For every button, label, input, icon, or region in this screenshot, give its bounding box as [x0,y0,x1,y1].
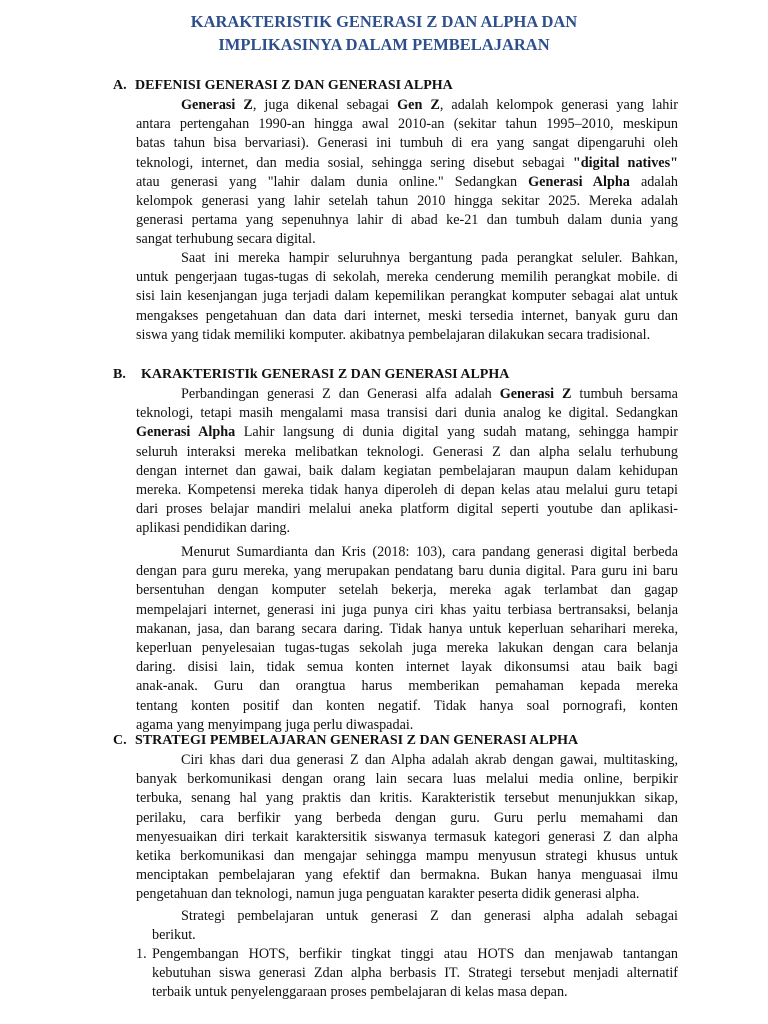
text-run: ketika berkomunikasi dan mengajar sehingga mampu menyusun strategi khusus untuk [136,848,678,864]
text-run: Lahir langsung di dunia digital yang sudah matang, sehingga hampir [235,424,678,441]
section-letter: B. [113,367,126,382]
text-line [136,463,678,480]
text-line [136,621,678,638]
text-run: Menurut Sumardianta dan Kris (2018: 103), cara pandang generasi digital berbeda [181,544,678,560]
text-run: atau generasi yang "lahir dalam dunia online." Sedangkan [136,173,529,190]
text-run: mereka. Kompetensi mereka tidak hanya diperoleh di depan kelas atau melalui guru tetapi [136,482,678,498]
text-run: dari proses belajar mandiri melalui aneka platform digital seperti youtube dan aplikasi- [136,501,678,518]
document-title-line-2: IMPLIKASINYA DALAM PEMBELAJARAN [218,35,550,54]
text-run: kelompok generasi yang lahir setelah tahun 2010 hingga sekitar 2025. Mereka adalah [136,193,678,209]
section-letter: C. [113,733,127,748]
text-run: mengakses pengetahuan dan data dari internet, meski tersedia internet, banyak guru dan [136,307,678,324]
text-run: pengetahuan dan teknologi, namun juga penguatan karakter peserta didik generasi alpha. [136,886,640,903]
bold-term: Generasi Alpha [528,173,630,190]
section-c-heading [113,733,578,749]
list-item-text: Pengembangan HOTS, berfikir tingkat tinggi atau HOTS dan menjawab tantangan [152,946,678,962]
text-line [136,771,678,788]
text-run: generasi pertama yang sepenuhnya lahir di abad ke-21 dan tumbuh dalam dunia yang [136,212,678,229]
text-run: menyesuaikan diri terkait karaktersitik siswanya termasuk kategori generasi Z dan alpha [136,828,678,845]
text-line [136,193,678,210]
text-run: keperluan penyelesaian tugas-tugas sekolah juga mereka lakukan dengan cara belanja [136,640,678,656]
section-title: KARAKTERISTIk GENERASI Z DAN GENERASI ALPHA [141,367,510,382]
text-run: untuk pengerjaan tugas-tugas di sekolah, mereka cenderung memilih perangkat mobile. di [136,269,678,286]
list-item-text: terbaik untuk penyelenggaraan proses pembelajaran di kelas masa depan. [152,984,568,1001]
text-line [136,155,678,172]
list-number: 1. [136,946,147,962]
text-run: perilaku, cara berfikir yang berbeda dengan guru. Guru perlu memahami dan [136,809,678,826]
text-run: aplikasi pendidikan daring. [136,520,291,537]
text-line [136,790,678,807]
text-line [152,927,196,944]
text-run: Strategi pembelajaran untuk generasi Z dan generasi alpha adalah sebagai [181,908,678,924]
text-line [136,482,678,499]
section-b-heading [113,367,509,383]
text-run: bersentuhan dengan komputer setelah bekerja, mereka agak terlambat dan gagap [136,582,678,599]
text-run: tumbuh bersama [571,386,678,402]
text-line [136,212,678,229]
text-line [136,848,678,865]
text-run: dengan para guru mereka, yang merupakan pendatang baru dunia digital. Para guru ini baru [136,563,678,580]
text-run: dengan internet dan gawai, baik dalam kegiatan pembelajaran maupun dalam kehidupan [136,462,678,479]
text-line [136,501,678,518]
text-run: anak-anak. Guru dan orangtua harus memberikan pemahaman kepada mereka [136,678,678,695]
text-run: teknologi, tetapi masih mengalami masa transisi dari dunia analog ke digital. Sedangkan [136,405,678,422]
text-line [136,308,678,325]
text-line [136,717,413,734]
text-line [136,520,290,537]
bold-term: Generasi Z [499,386,572,402]
text-line [136,659,678,676]
section-letter: A. [113,78,127,93]
bold-term: Generasi Z [181,97,253,113]
text-run: Ciri khas dari dua generasi Z dan Alpha adalah akrab dengan gawai, multitasking, [181,752,678,768]
text-run: adalah [629,173,678,190]
text-line [136,405,678,422]
text-run: batas tahun bisa bervariasi). Generasi ini tumbuh di era yang sangat dipengaruhi oleh [136,135,678,152]
text-line [136,424,678,441]
text-line [136,582,678,599]
text-line [136,886,639,903]
text-run: banyak berkomunikasi dengan orang lain secara luas melalui media online, berpikir [136,771,678,788]
list-item-text: kebutuhan siswa generasi Zdan alpha berbasis IT. Strategi tersebut menjadi alternatif [152,965,678,982]
text-line [136,563,678,580]
text-line [136,640,678,657]
text-run: seluruh interaksi mereka melibatkan teknologi. Generasi Z dan alpha selalu terhubung [136,443,678,460]
text-line [136,602,678,619]
text-line [181,97,678,114]
bold-term: Gen Z [397,97,440,113]
text-line [181,752,678,769]
text-run: , adalah kelompok generasi yang lahir [439,97,679,113]
text-line [136,174,678,191]
text-run: makanan, jasa, dan barang secara daring. Tidak hanya untuk keperluan seharihari mereka, [136,620,678,637]
text-line [136,327,650,344]
text-line [136,810,678,827]
text-line [136,231,316,248]
text-line [181,908,678,925]
text-line [136,269,678,286]
document-title-line-1: KARAKTERISTIK GENERASI Z DAN ALPHA DAN [190,12,578,31]
section-title: DEFENISI GENERASI Z DAN GENERASI ALPHA [135,78,453,93]
text-line [136,116,678,133]
bold-term: "digital natives" [572,154,678,171]
text-line [136,288,678,305]
text-line [181,544,678,561]
text-run: sisi lain kesenjangan juga terjadi dalam kepemilikan perangkat komputer sebagai alat untuk [136,288,678,305]
text-line [136,829,678,846]
section-a-heading [113,78,453,94]
text-run: mempelajari internet, generasi ini juga punya ciri khas yaitu terbiasa bertransaksi, belanja [136,601,678,618]
bold-term: Generasi Alpha [136,424,236,441]
text-run: Saat ini mereka hampir seluruhnya bergantung pada perangkat seluler. Bahkan, [181,250,678,266]
text-run: tentang konten positif dan konten negatif. Tidak hanya soal pornografi, konten [136,697,678,714]
section-title: STRATEGI PEMBELAJARAN GENERASI Z DAN GENERASI ALPHA [135,733,579,748]
text-run: agama yang menyimpang juga perlu diwaspadai. [136,716,414,733]
text-line [181,250,678,267]
text-run: , juga dikenal sebagai [252,97,398,113]
text-line [136,867,678,884]
text-run: terbuka, senang hal yang praktis dan kritis. Karakteristik tersebut menunjukkan sikap, [136,790,678,807]
text-run: berikut. [152,927,196,944]
text-run: teknologi, internet, dan media sosial, sehingga sering disebut sebagai [136,154,573,171]
text-line [136,698,678,715]
text-run: sangat terhubung secara digital. [136,231,316,248]
text-run: antara pertengahan 1990-an hingga awal 2010-an (sekitar tahun 1995–2010, meskipun [136,116,678,133]
text-line [136,135,678,152]
text-line [136,678,678,695]
text-line [136,444,678,461]
text-run: daring. disisi lain, tidak semua konten internet layak dikonsumsi atau baik bagi [136,659,678,676]
text-run: siswa yang tidak memiliki komputer. akibatnya pembelajaran dilakukan secara tradisional. [136,326,651,343]
text-run: menciptakan pembelajaran yang efektif dan bermakna. Bukan hanya menguasai ilmu [136,867,678,884]
text-run: Perbandingan generasi Z dan Generasi alfa adalah [181,386,500,402]
text-line [181,386,678,403]
